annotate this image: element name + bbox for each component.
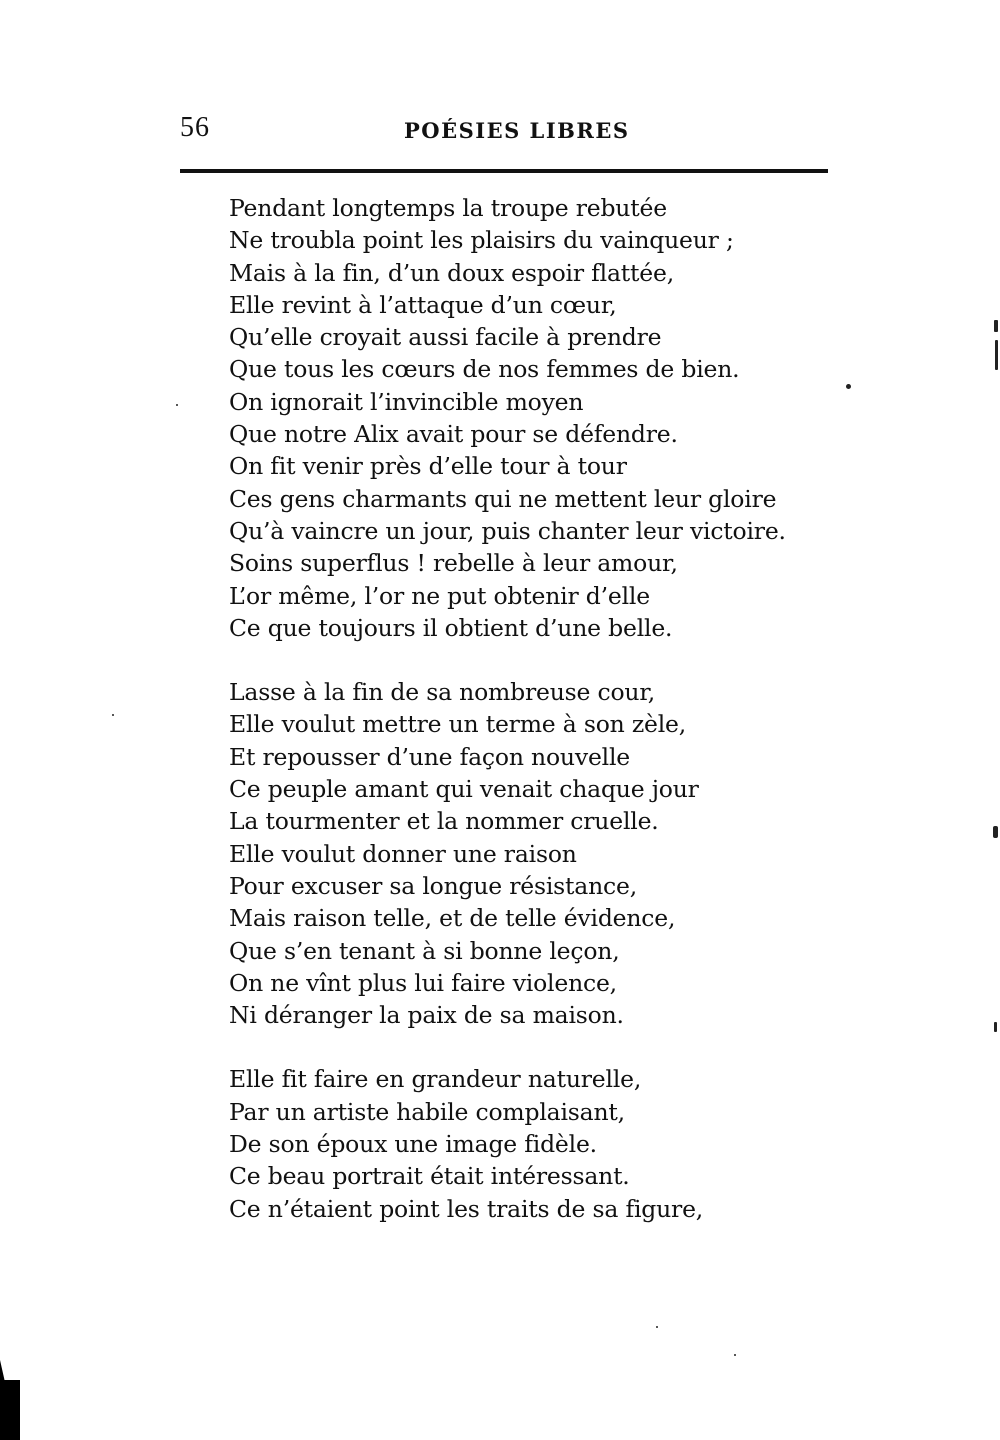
stanza-1	[229, 192, 829, 644]
poem-line: Mais raison telle, et de telle évidence,	[229, 904, 676, 933]
poem-line: Ce que toujours il obtient d’une belle.	[229, 613, 673, 642]
poem-line: On ignorait l’invincible moyen	[229, 387, 584, 416]
poem-line: L’or même, l’or ne put obtenir d’elle	[229, 581, 650, 610]
poem-line: Ce n’étaient point les traits de sa figure,	[229, 1194, 704, 1223]
stanza-2	[229, 676, 829, 1031]
poem-line: Ce peuple amant qui venait chaque jour	[229, 775, 699, 804]
scan-edge-bar	[0, 1380, 20, 1440]
page-number: 56	[180, 112, 210, 143]
poem-line: Elle voulut donner une raison	[229, 839, 577, 868]
scan-speck	[656, 1326, 658, 1328]
poem-line: Mais à la fin, d’un doux espoir flattée,	[229, 258, 674, 287]
poem-line: On ne vînt plus lui faire violence,	[229, 968, 617, 997]
running-head: POÉSIES LIBRES	[404, 118, 630, 143]
poem-line: La tourmenter et la nommer cruelle.	[229, 807, 659, 836]
poem-line: Que notre Alix avait pour se défendre.	[229, 420, 678, 449]
poem-line: Lasse à la fin de sa nombreuse cour,	[229, 678, 656, 707]
poem-line: Que s’en tenant à si bonne leçon,	[229, 936, 620, 965]
poem-line: Qu’elle croyait aussi facile à prendre	[229, 323, 662, 352]
scan-speck	[994, 320, 998, 332]
poem-line: Elle revint à l’attaque d’un cœur,	[229, 290, 617, 319]
poem-line: Soins superflus ! rebelle à leur amour,	[229, 549, 678, 578]
poem-line: On fit venir près d’elle tour à tour	[229, 452, 627, 481]
header-rule	[180, 169, 828, 173]
poem-line: Qu’à vaincre un jour, puis chanter leur victoire.	[229, 516, 786, 545]
scan-speck	[176, 404, 178, 406]
scan-speck	[993, 826, 998, 838]
poem-line: Ni déranger la paix de sa maison.	[229, 1001, 624, 1030]
poem-line: Pour excuser sa longue résistance,	[229, 871, 637, 900]
poem-line: Ces gens charmants qui ne mettent leur gloire	[229, 484, 777, 513]
poem-body	[229, 192, 829, 1257]
poem-line: Pendant longtemps la troupe rebutée	[229, 194, 667, 222]
poem-line: Elle fit faire en grandeur naturelle,	[229, 1065, 642, 1094]
stanza-3	[229, 1063, 829, 1224]
poem-line: Elle voulut mettre un terme à son zèle,	[229, 710, 687, 739]
scan-speck	[994, 1022, 997, 1032]
scan-speck	[112, 714, 114, 716]
poem-line: Ce beau portrait était intéressant.	[229, 1162, 630, 1191]
scan-speck	[846, 384, 851, 389]
poem-line: Que tous les cœurs de nos femmes de bien.	[229, 355, 740, 384]
scan-speck	[995, 340, 998, 370]
poem-line: Et repousser d’une façon nouvelle	[229, 742, 630, 771]
scan-speck	[734, 1354, 736, 1356]
poem-line: Ne troubla point les plaisirs du vainqueur ;	[229, 226, 734, 255]
poem-line: De son époux une image fidèle.	[229, 1130, 597, 1159]
poem-line: Par un artiste habile complaisant,	[229, 1097, 625, 1126]
